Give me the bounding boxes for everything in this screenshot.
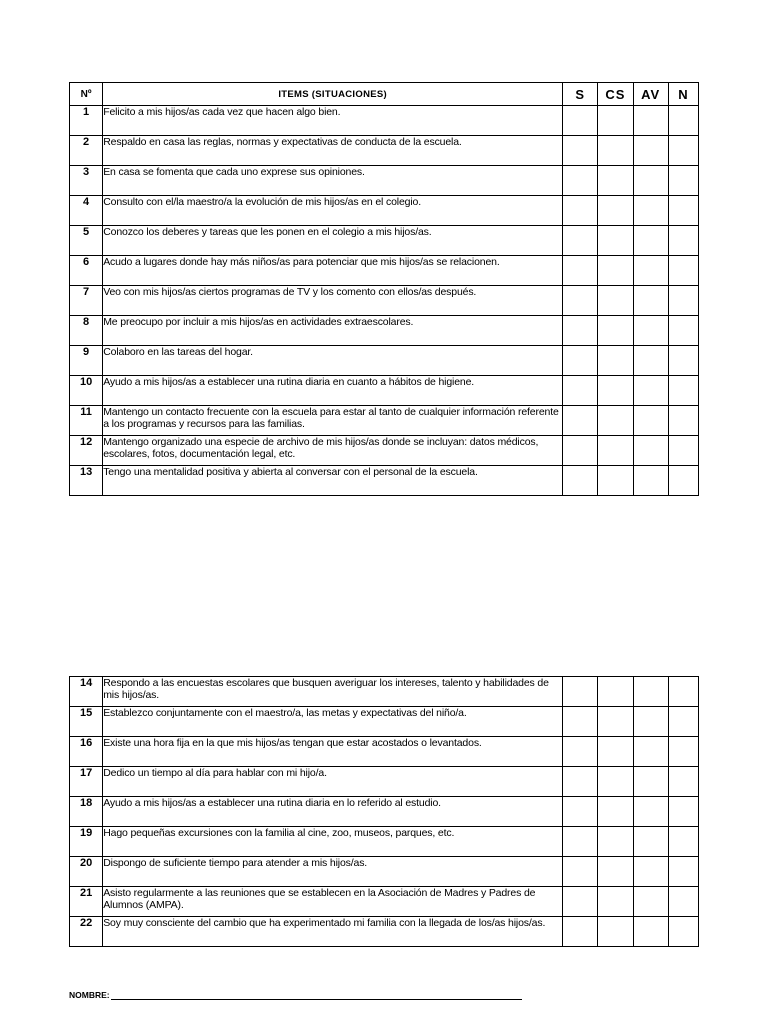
answer-cell-n[interactable] (668, 286, 698, 316)
item-text: Acudo a lugares donde hay más niños/as para potenciar que mis hijos/as se relacionen. (103, 256, 563, 286)
answer-cell-cs[interactable] (598, 466, 633, 496)
answer-cell-cs[interactable] (598, 346, 633, 376)
answer-cell-av[interactable] (633, 436, 668, 466)
table-row (70, 677, 699, 707)
answer-cell-n[interactable] (668, 767, 698, 797)
table-row (70, 106, 699, 136)
item-number: 9 (70, 346, 103, 376)
answer-cell-av[interactable] (633, 256, 668, 286)
item-text: Mantengo un contacto frecuente con la escuela para estar al tanto de cualquier información referente a los programas y recursos para las familias. (103, 406, 563, 436)
answer-cell-cs[interactable] (598, 136, 633, 166)
item-text: Ayudo a mis hijos/as a establecer una rutina diaria en cuanto a hábitos de higiene. (103, 376, 563, 406)
answer-cell-s[interactable] (563, 707, 598, 737)
answer-cell-av[interactable] (633, 226, 668, 256)
table-row (70, 136, 699, 166)
answer-cell-n[interactable] (668, 346, 698, 376)
answer-cell-n[interactable] (668, 166, 698, 196)
item-number: 20 (70, 857, 103, 887)
item-number: 4 (70, 196, 103, 226)
name-input-line[interactable] (111, 991, 522, 1000)
item-number: 11 (70, 406, 103, 436)
answer-cell-av[interactable] (633, 857, 668, 887)
answer-cell-cs[interactable] (598, 196, 633, 226)
answer-cell-s[interactable] (563, 887, 598, 917)
answer-cell-av[interactable] (633, 376, 668, 406)
table-row (70, 286, 699, 316)
answer-cell-n[interactable] (668, 707, 698, 737)
answer-cell-s[interactable] (563, 376, 598, 406)
item-number: 7 (70, 286, 103, 316)
item-number: 3 (70, 166, 103, 196)
answer-cell-s[interactable] (563, 106, 598, 136)
item-text: En casa se fomenta que cada uno exprese sus opiniones. (103, 166, 563, 196)
answer-cell-cs[interactable] (598, 677, 633, 707)
answer-cell-n[interactable] (668, 406, 698, 436)
table-row (70, 857, 699, 887)
answer-cell-s[interactable] (563, 797, 598, 827)
item-text: Mantengo organizado una especie de archivo de mis hijos/as donde se incluyan: datos médicos, escolares, fotos, documentación legal, etc. (103, 436, 563, 466)
answer-cell-s[interactable] (563, 166, 598, 196)
item-text: Hago pequeñas excursiones con la familia al cine, zoo, museos, parques, etc. (103, 827, 563, 857)
item-text: Dispongo de suficiente tiempo para atender a mis hijos/as. (103, 857, 563, 887)
answer-cell-n[interactable] (668, 917, 698, 947)
item-text: Soy muy consciente del cambio que ha experimentado mi familia con la llegada de los/as hijos/as. (103, 917, 563, 947)
answer-cell-av[interactable] (633, 737, 668, 767)
header-number: Nº (70, 83, 103, 106)
table-row (70, 196, 699, 226)
header-option-s: S (563, 83, 598, 106)
item-number: 14 (70, 677, 103, 707)
answer-cell-s[interactable] (563, 196, 598, 226)
answer-cell-cs[interactable] (598, 256, 633, 286)
answer-cell-s[interactable] (563, 917, 598, 947)
table-row (70, 466, 699, 496)
header-option-av: AV (633, 83, 668, 106)
item-number: 22 (70, 917, 103, 947)
answer-cell-av[interactable] (633, 196, 668, 226)
answer-cell-av[interactable] (633, 346, 668, 376)
answer-cell-s[interactable] (563, 226, 598, 256)
table-row (70, 316, 699, 346)
item-text: Felicito a mis hijos/as cada vez que hacen algo bien. (103, 106, 563, 136)
answer-cell-av[interactable] (633, 466, 668, 496)
item-text: Consulto con el/la maestro/a la evolución de mis hijos/as en el colegio. (103, 196, 563, 226)
table-row (70, 406, 699, 436)
answer-cell-n[interactable] (668, 466, 698, 496)
answer-cell-av[interactable] (633, 917, 668, 947)
answer-cell-av[interactable] (633, 316, 668, 346)
item-text: Existe una hora fija en la que mis hijos/as tengan que estar acostados o levantados. (103, 737, 563, 767)
answer-cell-n[interactable] (668, 827, 698, 857)
answer-cell-av[interactable] (633, 677, 668, 707)
answer-cell-s[interactable] (563, 767, 598, 797)
item-text: Asisto regularmente a las reuniones que se establecen en la Asociación de Madres y Padres de Alumnos (AMPA). (103, 887, 563, 917)
answer-cell-n[interactable] (668, 196, 698, 226)
item-number: 1 (70, 106, 103, 136)
answer-cell-av[interactable] (633, 887, 668, 917)
answer-cell-n[interactable] (668, 737, 698, 767)
table-row (70, 436, 699, 466)
table-row (70, 917, 699, 947)
answer-cell-s[interactable] (563, 286, 598, 316)
item-number: 15 (70, 707, 103, 737)
header-option-cs: CS (598, 83, 633, 106)
answer-cell-n[interactable] (668, 677, 698, 707)
item-number: 21 (70, 887, 103, 917)
answer-cell-s[interactable] (563, 346, 598, 376)
answer-cell-n[interactable] (668, 376, 698, 406)
name-field (69, 990, 522, 1000)
item-number: 5 (70, 226, 103, 256)
answer-cell-cs[interactable] (598, 106, 633, 136)
answer-cell-av[interactable] (633, 286, 668, 316)
item-text: Ayudo a mis hijos/as a establecer una rutina diaria en lo referido al estudio. (103, 797, 563, 827)
answer-cell-cs[interactable] (598, 767, 633, 797)
table-row (70, 256, 699, 286)
item-text: Colaboro en las tareas del hogar. (103, 346, 563, 376)
answer-cell-cs[interactable] (598, 857, 633, 887)
answer-cell-cs[interactable] (598, 406, 633, 436)
answer-cell-s[interactable] (563, 256, 598, 286)
answer-cell-s[interactable] (563, 136, 598, 166)
answer-cell-cs[interactable] (598, 887, 633, 917)
answer-cell-s[interactable] (563, 436, 598, 466)
answer-cell-s[interactable] (563, 406, 598, 436)
answer-cell-s[interactable] (563, 827, 598, 857)
answer-cell-s[interactable] (563, 677, 598, 707)
table-row (70, 707, 699, 737)
item-text: Establezco conjuntamente con el maestro/a, las metas y expectativas del niño/a. (103, 707, 563, 737)
table-row (70, 767, 699, 797)
item-number: 2 (70, 136, 103, 166)
table-row (70, 346, 699, 376)
answer-cell-av[interactable] (633, 707, 668, 737)
header-items: ITEMS (SITUACIONES) (103, 83, 563, 106)
item-text: Me preocupo por incluir a mis hijos/as en actividades extraescolares. (103, 316, 563, 346)
answer-cell-cs[interactable] (598, 286, 633, 316)
name-label: NOMBRE: (69, 990, 110, 1000)
table-row (70, 376, 699, 406)
answer-cell-cs[interactable] (598, 737, 633, 767)
item-number: 13 (70, 466, 103, 496)
table-row (70, 737, 699, 767)
table-row (70, 827, 699, 857)
answer-cell-n[interactable] (668, 106, 698, 136)
item-number: 18 (70, 797, 103, 827)
table-row (70, 226, 699, 256)
answer-cell-cs[interactable] (598, 316, 633, 346)
answer-cell-cs[interactable] (598, 707, 633, 737)
answer-cell-n[interactable] (668, 136, 698, 166)
table-header-row (70, 83, 699, 106)
answer-cell-av[interactable] (633, 827, 668, 857)
item-text: Dedico un tiempo al día para hablar con mi hijo/a. (103, 767, 563, 797)
item-text: Respaldo en casa las reglas, normas y expectativas de conducta de la escuela. (103, 136, 563, 166)
answer-cell-cs[interactable] (598, 376, 633, 406)
table-row (70, 887, 699, 917)
answer-cell-n[interactable] (668, 226, 698, 256)
answer-cell-n[interactable] (668, 887, 698, 917)
answer-cell-s[interactable] (563, 466, 598, 496)
item-text: Veo con mis hijos/as ciertos programas de TV y los comento con ellos/as después. (103, 286, 563, 316)
item-number: 6 (70, 256, 103, 286)
answer-cell-cs[interactable] (598, 436, 633, 466)
survey-table-1 (69, 82, 699, 496)
item-number: 8 (70, 316, 103, 346)
answer-cell-av[interactable] (633, 106, 668, 136)
item-number: 16 (70, 737, 103, 767)
item-number: 17 (70, 767, 103, 797)
answer-cell-cs[interactable] (598, 917, 633, 947)
answer-cell-cs[interactable] (598, 827, 633, 857)
item-text: Respondo a las encuestas escolares que busquen averiguar los intereses, talento y habilidades de mis hijos/as. (103, 677, 563, 707)
answer-cell-av[interactable] (633, 166, 668, 196)
answer-cell-s[interactable] (563, 737, 598, 767)
answer-cell-n[interactable] (668, 436, 698, 466)
answer-cell-n[interactable] (668, 857, 698, 887)
answer-cell-s[interactable] (563, 316, 598, 346)
answer-cell-n[interactable] (668, 256, 698, 286)
answer-cell-cs[interactable] (598, 226, 633, 256)
answer-cell-av[interactable] (633, 767, 668, 797)
item-number: 12 (70, 436, 103, 466)
header-option-n: N (668, 83, 698, 106)
item-number: 19 (70, 827, 103, 857)
answer-cell-s[interactable] (563, 857, 598, 887)
answer-cell-av[interactable] (633, 136, 668, 166)
answer-cell-av[interactable] (633, 406, 668, 436)
answer-cell-cs[interactable] (598, 166, 633, 196)
answer-cell-cs[interactable] (598, 797, 633, 827)
table-row (70, 166, 699, 196)
survey-table-2 (69, 676, 699, 947)
item-number: 10 (70, 376, 103, 406)
answer-cell-n[interactable] (668, 797, 698, 827)
table-row (70, 797, 699, 827)
answer-cell-n[interactable] (668, 316, 698, 346)
answer-cell-av[interactable] (633, 797, 668, 827)
item-text: Tengo una mentalidad positiva y abierta al conversar con el personal de la escuela. (103, 466, 563, 496)
item-text: Conozco los deberes y tareas que les ponen en el colegio a mis hijos/as. (103, 226, 563, 256)
